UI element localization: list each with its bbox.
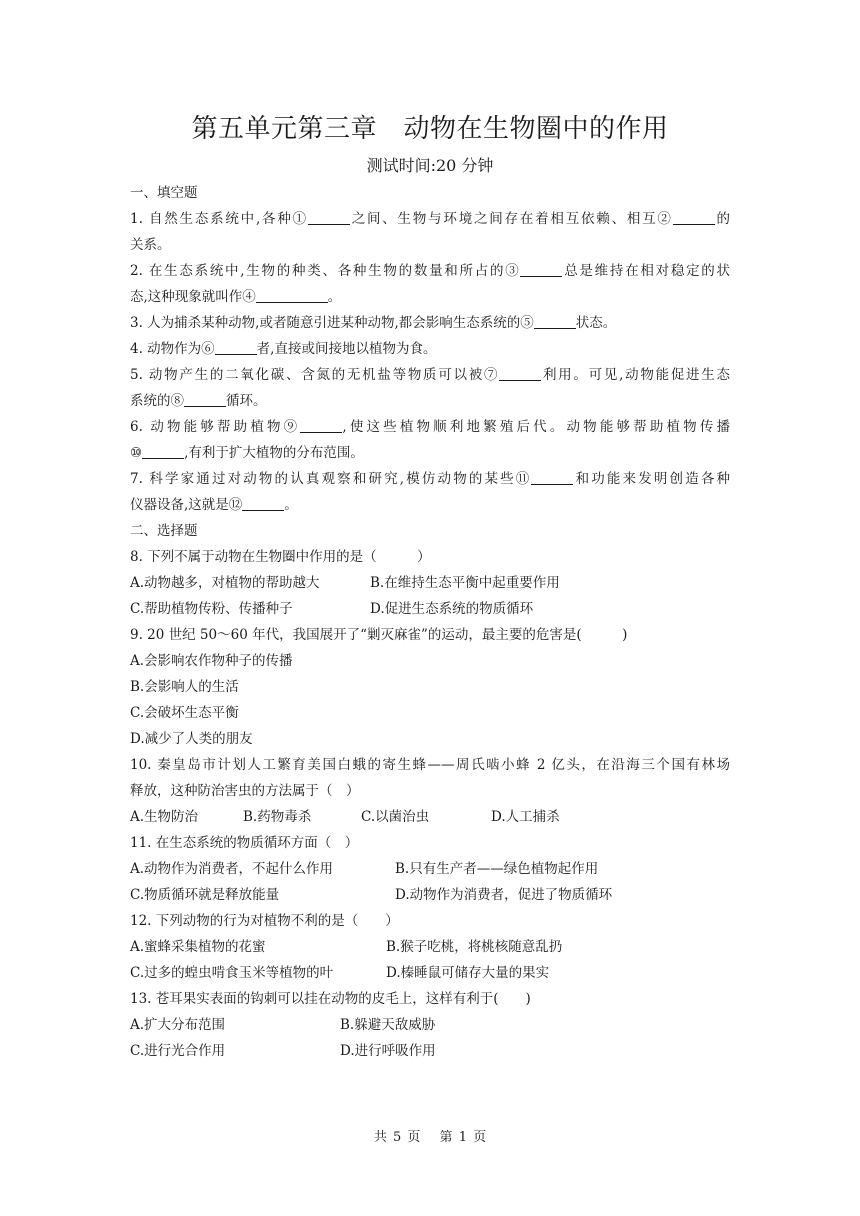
question-11-options-row-1 (130, 856, 730, 882)
question-13-options-row-1 (130, 1012, 730, 1038)
question-10-stem: 10. 秦皇岛市计划人工繁育美国白蛾的寄生蜂——周氏啮小蜂 2 亿头，在沿海三个国有林场 (130, 757, 730, 773)
option-d: D.进行呼吸作用 (340, 1043, 436, 1059)
option-a: A.会影响农作物种子的传播 (130, 653, 293, 669)
option-c: C.进行光合作用 (130, 1043, 226, 1059)
question-6-cont: ⑩ ,有利于扩大植物的分布范围。 (130, 440, 730, 466)
question-1: 1. 自然生态系统中,各种① 之间、生物与环境之间存在着相互依赖、相互② 的 (130, 206, 730, 232)
blank-7 (499, 364, 541, 381)
option-b: B.只有生产者——绿色植物起作用 (395, 861, 599, 877)
blank-5 (534, 312, 576, 329)
question-4: 4. 动物作为⑥ 者,直接或间接地以植物为食。 (130, 336, 730, 362)
question-10-options (130, 804, 730, 830)
option-d: D.促进生态系统的物质循环 (370, 601, 534, 617)
blank-1 (308, 208, 350, 225)
question-12-stem: 12. 下列动物的行为对植物不利的是（ ） (130, 913, 399, 929)
question-7-cont: 仪器设备,这就是⑫ 。 (130, 492, 730, 518)
option-a: A.生物防治 (130, 809, 199, 825)
question-9-stem: 9. 20 世纪 50～60 年代，我国展开了“剿灭麻雀”的运动，最主要的危害是( ) (130, 627, 628, 643)
option-a: A.蜜蜂采集植物的花蜜 (130, 939, 266, 955)
question-11-options-row-2 (130, 882, 730, 908)
question-13-stem: 13. 苍耳果实表面的钩刺可以挂在动物的皮毛上，这样有利于( ) (130, 991, 531, 1007)
blank-3 (520, 260, 562, 277)
blank-9 (300, 416, 342, 433)
question-12-options-row-1 (130, 934, 730, 960)
question-10-stem-cont: 释放，这种防治害虫的方法属于（ ） (130, 783, 360, 799)
option-c: C.帮助植物传粉、传播种子 (130, 601, 293, 617)
test-time: 测试时间:20 分钟 (366, 156, 494, 175)
question-8-stem: 8. 下列不属于动物在生物圈中作用的是（ ） (130, 549, 431, 565)
question-5: 5. 动物产生的二氧化碳、含氮的无机盐等物质可以被⑦ 利用。可见,动物能促进生态 (130, 362, 730, 388)
option-a: A.扩大分布范围 (130, 1017, 226, 1033)
blank-11 (531, 468, 573, 485)
question-8-options-row-1 (130, 570, 730, 596)
option-d: D.减少了人类的朋友 (130, 731, 253, 747)
option-b: B.会影响人的生活 (130, 679, 239, 695)
blank-8 (184, 390, 226, 407)
section-heading-choice: 二、选择题 (130, 523, 198, 539)
question-8-options-row-2 (130, 596, 730, 622)
question-6: 6. 动物能够帮助植物⑨ ,使这些植物顺利地繁殖后代。动物能够帮助植物传播 (130, 414, 730, 440)
option-b: B.猴子吃桃，将桃核随意乱扔 (386, 939, 563, 955)
page-footer: 共 5 页 第 1 页 (373, 1130, 487, 1145)
option-c: C.会破坏生态平衡 (130, 705, 239, 721)
option-b: B.在维持生态平衡中起重要作用 (370, 575, 560, 591)
question-1-cont: 关系。 (130, 237, 171, 253)
question-11-stem: 11. 在生态系统的物质循环方面（ ） (130, 835, 359, 851)
blank-10 (142, 442, 184, 459)
option-c: C.以菌治虫 (361, 809, 430, 825)
option-d: D.榛睡鼠可储存大量的果实 (386, 965, 550, 981)
option-c: C.过多的蝗虫啃食玉米等植物的叶 (130, 965, 334, 981)
question-2: 2. 在生态系统中,生物的种类、各种生物的数量和所占的③ 总是维持在相对稳定的状 (130, 258, 730, 284)
question-13-options-row-2 (130, 1038, 730, 1064)
question-7: 7. 科学家通过对动物的认真观察和研究,模仿动物的某些⑪ 和功能来发明创造各种 (130, 466, 730, 492)
question-content (130, 180, 730, 1064)
option-a: A.动物作为消费者，不起什么作用 (130, 861, 334, 877)
question-2-cont: 态,这种现象就叫作④ 。 (130, 284, 730, 310)
blank-4 (256, 286, 328, 303)
section-heading-fill: 一、填空题 (130, 185, 198, 201)
question-3: 3. 人为捕杀某种动物,或者随意引进某种动物,都会影响生态系统的⑤ 状态。 (130, 310, 730, 336)
blank-6 (215, 338, 257, 355)
option-d: D.动物作为消费者，促进了物质循环 (395, 887, 613, 903)
option-b: B.药物毒杀 (243, 809, 312, 825)
option-b: B.躲避天敌威胁 (340, 1017, 436, 1033)
option-d: D.人工捕杀 (491, 809, 560, 825)
page-title: 第五单元第三章 动物在生物圈中的作用 (191, 114, 669, 144)
blank-2 (673, 208, 715, 225)
option-c: C.物质循环就是释放能量 (130, 887, 280, 903)
question-5-cont: 系统的⑧ 循环。 (130, 388, 730, 414)
blank-12 (242, 494, 284, 511)
option-a: A.动物越多，对植物的帮助越大 (130, 575, 320, 591)
question-12-options-row-2 (130, 960, 730, 986)
